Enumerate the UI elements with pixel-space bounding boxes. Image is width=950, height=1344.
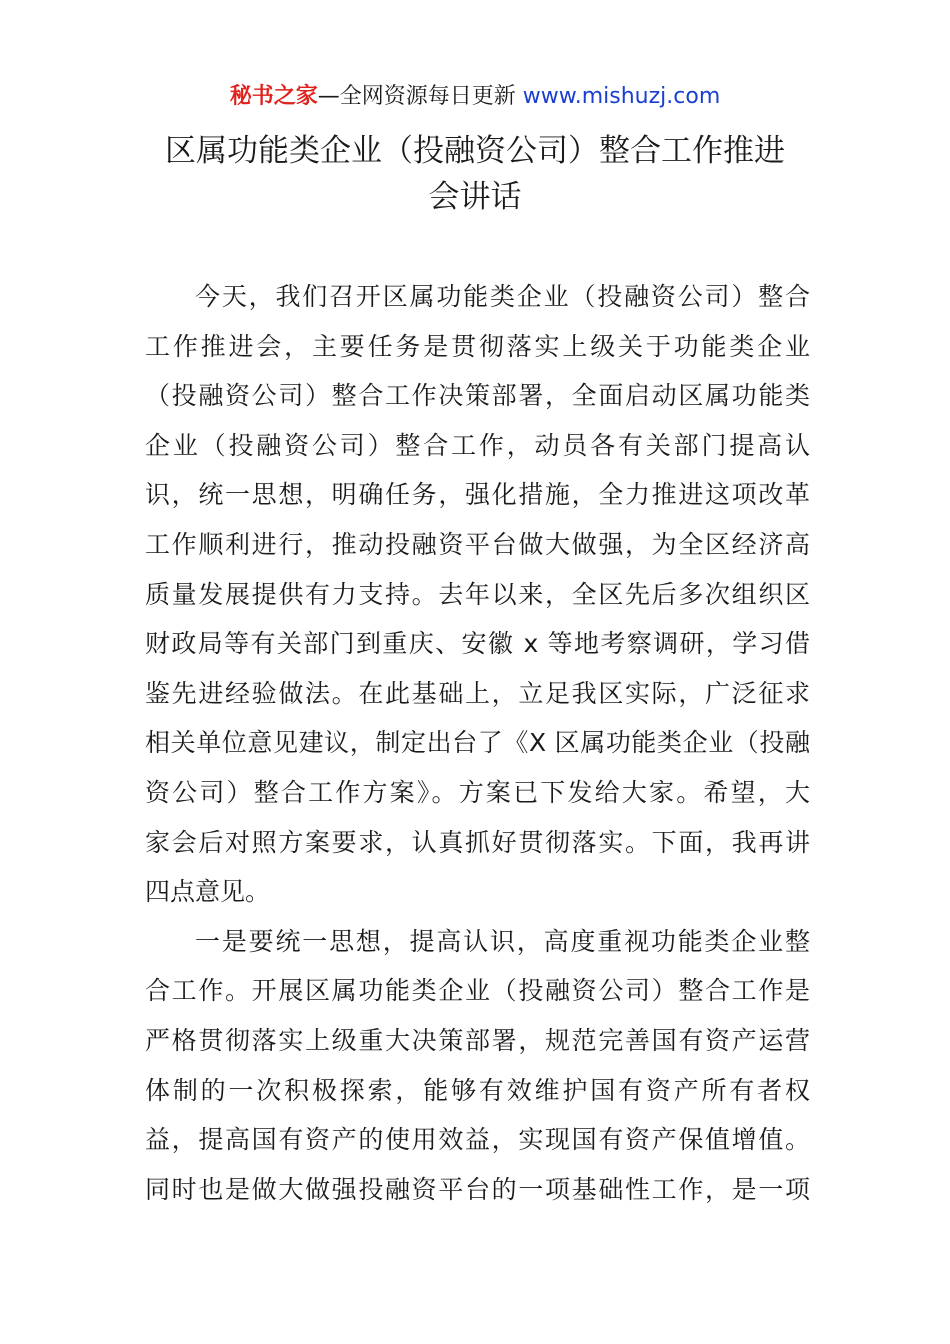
text-line: 鉴先进经验做法。在此基础上，立足我区实际，广泛征求 [145, 678, 810, 708]
text-line: 识，统一思想，明确任务，强化措施，全力推进这项改革 [145, 480, 810, 510]
text-line: 企业（投融资公司）整合工作，动员各有关部门提高认 [145, 430, 810, 460]
paragraph [145, 917, 810, 1215]
site-brand: 秘书之家 [229, 84, 318, 109]
text-line: 工作推进会，主要任务是贯彻落实上级关于功能类企业 [145, 331, 810, 361]
text-line: 今天，我们召开区属功能类企业（投融资公司）整合 [195, 282, 810, 311]
document-title [100, 128, 850, 220]
text-line: 四点意见。 [145, 877, 271, 907]
text-line: 严格贯彻落实上级重大决策部署，规范完善国有资产运营 [145, 1025, 810, 1055]
text-line: 相关单位意见建议，制定出台了《X 区属功能类企业（投融 [145, 728, 810, 758]
text-line: 家会后对照方案要求，认真抓好贯彻落实。下面，我再讲 [145, 827, 810, 857]
text-line: 资公司）整合工作方案》。方案已下发给大家。希望，大 [145, 777, 810, 807]
site-slogan: —全网资源每日更新 [317, 84, 523, 109]
text-line: 质量发展提供有力支持。去年以来，全区先后多次组织区 [145, 579, 810, 609]
site-url[interactable]: www.mishuzj.com [522, 84, 721, 109]
text-line: （投融资公司）整合工作决策部署，全面启动区属功能类 [145, 381, 810, 411]
text-line: 财政局等有关部门到重庆、安徽 x 等地考察调研，学习借 [145, 629, 810, 659]
text-line: 同时也是做大做强投融资平台的一项基础性工作，是一项 [145, 1174, 810, 1204]
text-line: 工作顺利进行，推动投融资平台做大做强，为全区经济高 [145, 529, 810, 559]
text-line: 益，提高国有资产的使用效益，实现国有资产保值增值。 [145, 1125, 810, 1155]
title-line: 区属功能类企业（投融资公司）整合工作推进 [165, 133, 785, 169]
site-header [0, 82, 950, 112]
text-line: 体制的一次积极探索，能够有效维护国有资产所有者权 [145, 1075, 810, 1105]
document-body [145, 272, 810, 1214]
title-line: 会讲话 [428, 179, 522, 215]
paragraph [145, 272, 810, 917]
text-line: 合工作。开展区属功能类企业（投融资公司）整合工作是 [145, 976, 810, 1006]
text-line: 一是要统一思想，提高认识，高度重视功能类企业整 [195, 926, 810, 956]
